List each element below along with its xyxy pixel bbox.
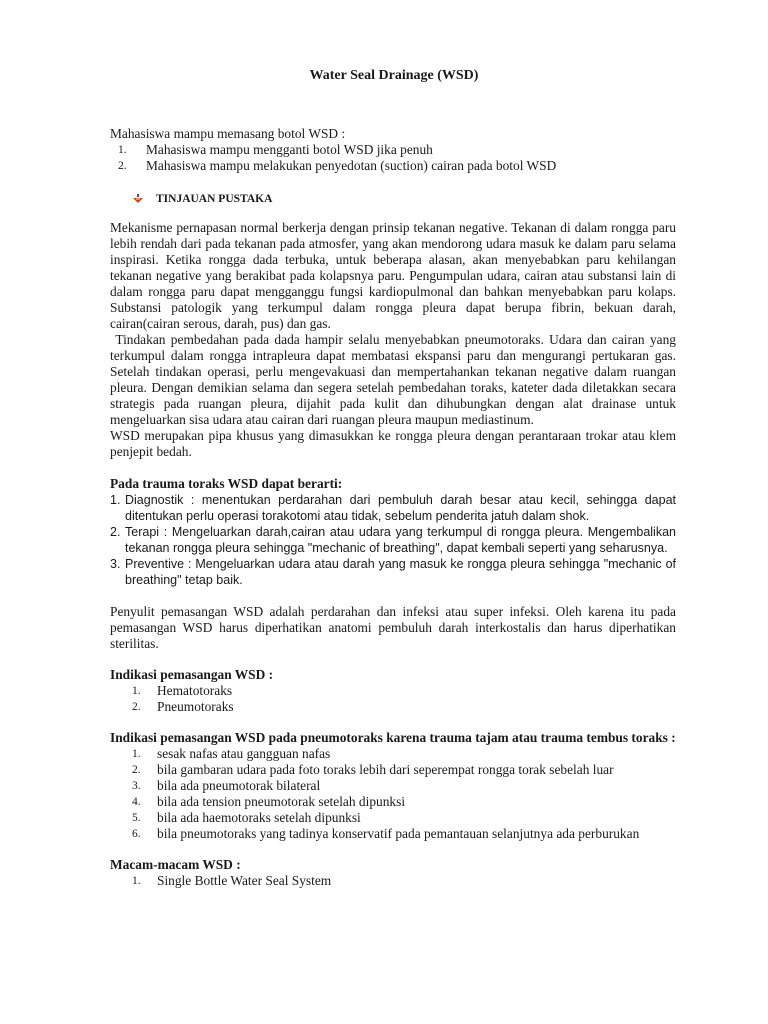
list-item <box>110 158 676 174</box>
list-text: Mahasiswa mampu mengganti botol WSD jika penuh <box>146 142 433 157</box>
list-item <box>110 873 676 889</box>
list-number: 1. <box>132 875 141 887</box>
section-heading <box>110 191 676 207</box>
list-item <box>110 810 676 826</box>
list-item <box>110 556 676 588</box>
list-number: 2. <box>118 160 127 172</box>
list-text: bila gambaran udara pada foto toraks lebih dari seperempat rongga torak sebelah luar <box>157 762 614 777</box>
trauma-list <box>110 492 676 588</box>
document-body <box>110 126 680 889</box>
list-text: Terapi : Mengeluarkan darah,cairan atau udara yang terkumpul di rongga pleura. Mengembalikan tekanan rongga pleura sehingga "mechanic of breathing", dapat kembali seperti yang seharusnya. <box>125 525 676 555</box>
list-number: 5. <box>132 812 141 824</box>
list-text: Pneumotoraks <box>157 699 234 714</box>
paragraph: WSD merupakan pipa khusus yang dimasukkan ke rongga pleura dengan perantaraan trokar atau klem penjepit bedah. <box>110 428 676 459</box>
page-title: Water Seal Drainage (WSD) <box>309 68 479 83</box>
types-list <box>110 873 676 889</box>
list-text: Preventive : Mengeluarkan udara atau darah yang masuk ke rongga pleura sehingga "mechanic of breathing" tetap baik. <box>125 557 676 587</box>
list-number: 6. <box>132 828 141 840</box>
list-text: Mahasiswa mampu melakukan penyedotan (suction) cairan pada botol WSD <box>146 158 557 173</box>
list-text: bila ada haemotoraks setelah dipunksi <box>157 810 361 825</box>
list-text: bila ada tension pneumotorak setelah dipunksi <box>157 794 406 809</box>
section-heading-text: TINJAUAN PUSTAKA <box>156 193 273 205</box>
list-number: 3. <box>132 780 141 792</box>
list-item <box>110 762 676 778</box>
list-number: 4. <box>132 796 141 808</box>
list-item <box>110 778 676 794</box>
paragraph: Mekanisme pernapasan normal berkerja dengan prinsip tekanan negative. Tekanan di dalam rongga paru lebih rendah dari pada tekanan pada atmosfer, yang akan mendorong udara masuk ke dalam paru selama inspirasi. Ketika rongga dada terbuka, untuk beberapa alasan, akan menyebabkan paru kehilangan tekanan negative yang berakibat pada kolapsnya paru. Pengumpulan udara, cairan atau substansi lain di dalam rongga paru dapat mengganggu fungsi kardiopulmonal dan bahkan menyebabkan paru kolaps. Substansi patologik yang terkumpul dalam rongga pleura dapat berupa fibrin, bekuan darah, cairan(cairan serous, darah, pus) dan gas. <box>110 220 676 331</box>
paragraph: Tindakan pembedahan pada dada hampir selalu menyebabkan pneumotoraks. Udara dan cairan yang terkumpul dalam rongga intrapleura dapat membatasi ekspansi paru dan mengurangi pertukaran gas. Setelah tindakan operasi, perlu mengevakuasi dan mempertahankan tekanan negative dalam ruangan pleura. Dengan demikian selama dan segera setelah pembedahan toraks, kateter dada diletakkan secara strategis pada ruangan pleura, dijahit pada kulit dan dihubungkan dengan alat drainase untuk mengeluarkan sisa udara atau cairan dari ruangan pleura maupun mediastinum. <box>110 332 680 427</box>
list-item <box>110 524 676 556</box>
list-number: 1. <box>132 685 141 697</box>
list-number: 2. <box>132 764 141 776</box>
list-text: Hematotoraks <box>157 683 233 698</box>
list-item <box>110 699 676 715</box>
list-number: 1. <box>110 493 121 507</box>
objectives-list <box>110 142 676 174</box>
list-item <box>110 746 676 762</box>
list-text: Diagnostik : menentukan perdarahan dari pembuluh darah besar atau kecil, sehingga dapat ditentukan perlu operasi torakotomi atau tidak, sebelum penderita jatuh dalam shok. <box>125 493 676 523</box>
trauma-heading: Pada trauma toraks WSD dapat berarti: <box>110 476 343 491</box>
list-text: Single Bottle Water Seal System <box>157 873 332 888</box>
list-number: 1. <box>132 748 141 760</box>
list-text: bila ada pneumotorak bilateral <box>157 778 321 793</box>
list-item <box>110 142 676 158</box>
pneumo-indications-list <box>110 746 676 842</box>
list-number: 3. <box>110 557 121 571</box>
indications-list <box>110 683 676 715</box>
arrow-bullet-icon <box>132 194 144 204</box>
list-number: 1. <box>118 144 127 156</box>
list-text: sesak nafas atau gangguan nafas <box>157 746 331 761</box>
list-item <box>110 492 676 524</box>
types-heading: Macam-macam WSD : <box>110 857 241 872</box>
list-item <box>110 826 676 842</box>
list-item <box>110 794 676 810</box>
complication-paragraph: Penyulit pemasangan WSD adalah perdarahan dan infeksi atau super infeksi. Oleh karena itu pada pemasangan WSD harus diperhatikan anatomi pembuluh darah interkostalis dan harus diperhatikan sterilitas. <box>110 604 676 651</box>
list-number: 2. <box>110 525 121 539</box>
list-number: 2. <box>132 701 141 713</box>
list-item <box>110 683 676 699</box>
indications-heading: Indikasi pemasangan WSD : <box>110 667 274 682</box>
intro-text: Mahasiswa mampu memasang botol WSD : <box>110 126 346 141</box>
list-text: bila pneumotoraks yang tadinya konservatif pada pemantauan selanjutnya ada perburukan <box>157 826 640 841</box>
pneumo-indications-heading: Indikasi pemasangan WSD pada pneumotoraks karena trauma tajam atau trauma tembus toraks : <box>110 730 676 745</box>
